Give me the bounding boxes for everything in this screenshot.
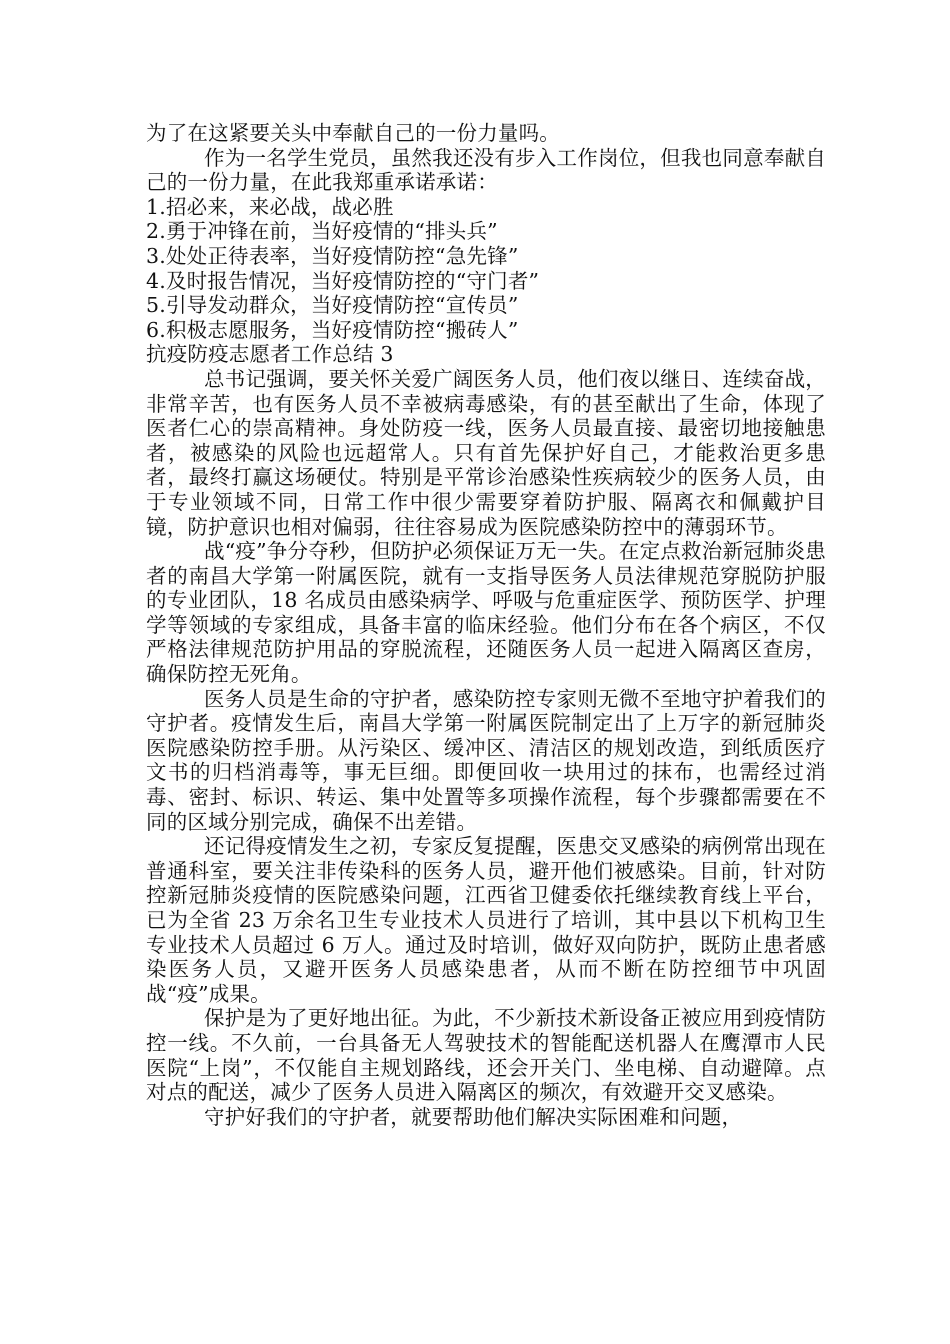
paragraph-continuation: 为了在这紧要关头中奉献自己的一份力量吗。 bbox=[146, 121, 560, 145]
pledge-item-3: 3.处处正待表率，当好疫情防控“急先锋” bbox=[146, 243, 519, 268]
document-body bbox=[146, 121, 826, 1129]
paragraph-body: 总书记强调，要关怀关爱广阔医务人员，他们夜以继日、连续奋战，非常辛苦，也有医务人员不幸被病毒感染，有的甚至献出了生命，体现了医者仁心的崇高精神。身处防疫一线，医务人员最直接、最密切地接触患者，被感染的风险也远超常人。只有首先保护好自己，才能救治更多患者，最终打赢这场硬仗。特别是平常诊治感染性疾病较少的医务人员，由于专业领域不同，日常工作中很少需要穿着防护服、隔离衣和佩戴护目镜，防护意识也相对偏弱，往往容易成为医院感染防控中的薄弱环节。 bbox=[146, 366, 826, 539]
paragraph-body: 还记得疫情发生之初，专家反复提醒，医患交叉感染的病例常出现在普通科室，要关注非传染科的医务人员，避开他们被感染。目前，针对防控新冠肺炎疫情的医院感染问题，江西省卫健委依托继续教育线上平台，已为全省 23 万余名卫生专业技术人员进行了培训，其中县以下机构卫生专业技术人员超过 6 万人。通过及时培训，做好双向防护，既防止患者感染医务人员，又避开医务人员感染患者，从而不断在防控细节中巩固战“疫”成果。 bbox=[146, 834, 826, 1006]
paragraph-body: 医务人员是生命的守护者，感染防控专家则无微不至地守护着我们的守护者。疫情发生后，南昌大学第一附属医院制定出了上万字的新冠肺炎医院感染防控手册。从污染区、缓冲区、清洁区的规划改造，到纸质医疗文书的归档消毒等，事无巨细。即便回收一块用过的抹布，也需经过消毒、密封、标识、转运、集中处置等多项操作流程，每个步骤都需要在不同的区域分别完成，确保不出差错。 bbox=[146, 686, 826, 834]
pledge-item-1: 1.招必来，来必战，战必胜 bbox=[146, 194, 394, 219]
paragraph-body: 战“疫”争分夺秒，但防护必须保证万无一失。在定点救治新冠肺炎患者的南昌大学第一附属医院，就有一支指导医务人员法律规范穿脱防护服的专业团队，18 名成员由感染病学、呼吸与危重症医学、预防医学、护理学等领域的专家组成，具备丰富的临床经验。他们分布在各个病区，不仅严格法律规范防护用品的穿脱流程，还随医务人员一起进入隔离区查房，确保防控无死角。 bbox=[146, 539, 826, 687]
paragraph-body: 守护好我们的守护者，就要帮助他们解决实际困难和问题， bbox=[204, 1104, 743, 1129]
pledge-item-4: 4.及时报告情况，当好疫情防控的“守门者” bbox=[146, 268, 540, 293]
paragraph-pledge-intro: 作为一名学生党员，虽然我还没有步入工作岗位，但我也同意奉献自己的一份力量，在此我郑重承诺承诺： bbox=[146, 145, 826, 195]
pledge-item-6: 6.积极志愿服务，当好疫情防控“搬砖人” bbox=[146, 317, 519, 342]
pledge-item-2: 2.勇于冲锋在前，当好疫情的“排头兵” bbox=[146, 219, 498, 244]
pledge-item-5: 5.引导发动群众，当好疫情防控“宣传员” bbox=[146, 293, 519, 318]
paragraph-body: 保护是为了更好地出征。为此，不少新技术新设备正被应用到疫情防控一线。不久前，一台具备无人驾驶技术的智能配送机器人在鹰潭市人民医院“上岗”，不仅能自主规划路线，还会开关门、坐电梯、自动避障。点对点的配送，减少了医务人员进入隔离区的频次，有效避开交叉感染。 bbox=[146, 1006, 826, 1105]
section-heading: 抗疫防疫志愿者工作总结 3 bbox=[146, 342, 394, 367]
